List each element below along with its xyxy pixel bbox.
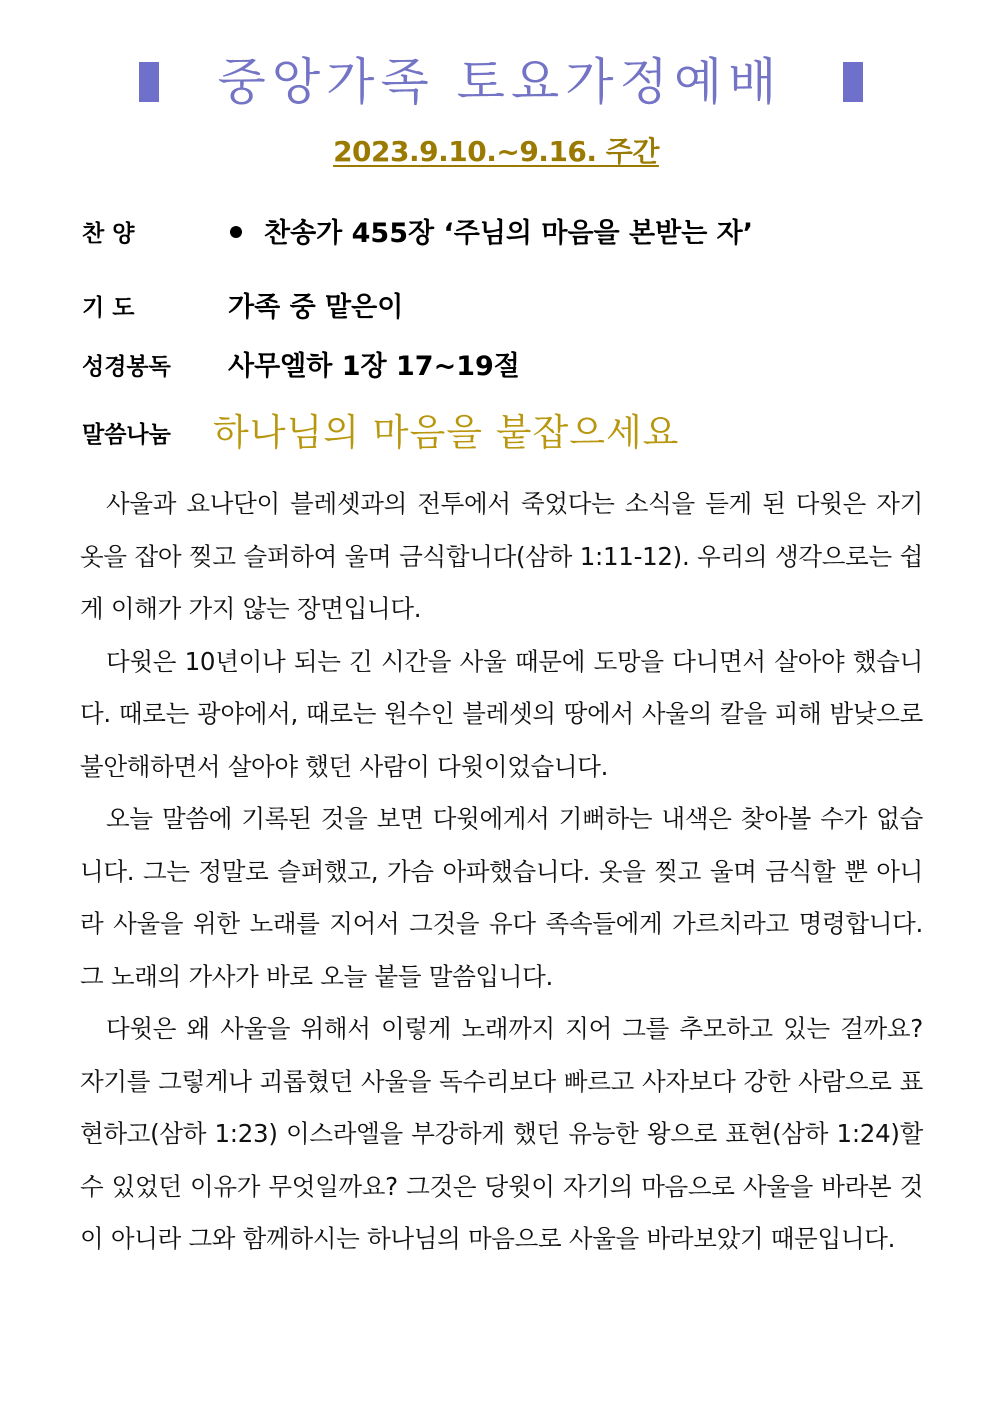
hymn-label: 찬 양 [82, 221, 135, 247]
page-title: 중앙가족 토요가정예배 [217, 53, 783, 111]
bullet-icon [230, 226, 242, 238]
paragraph: 오늘 말씀에 기록된 것을 보면 다윗에게서 기뻐하는 내색은 찾아볼 수가 없습니다. 그는 정말로 슬퍼했고, 가슴 아파했습니다. 옷을 찢고 울며 금식할 뿐 아니라 사울을 위한 노래를 지어서 그것을 유다 족속들에게 가르치라고 명령합니다. 그 노래의 가사가 바로 오늘 붙들 말씀입니다. [80, 804, 923, 991]
reading-label: 성경봉독 [82, 354, 171, 380]
hymn-row [230, 216, 753, 252]
prayer-label: 기 도 [82, 295, 135, 321]
paragraph: 다윗은 10년이나 되는 긴 시간을 사울 때문에 도망을 다니면서 살아야 했습니다. 때로는 광야에서, 때로는 원수인 블레셋의 땅에서 사울의 칼을 피해 밤낮으로 불안해하면서 살아야 했던 사람이 다윗이었습니다. [80, 646, 923, 781]
prayer-value: 가족 중 맡은이 [228, 292, 404, 323]
sermon-label: 말씀나눔 [82, 422, 171, 448]
hymn-value: 찬송가 455장 ‘주님의 마음을 본받는 자’ [264, 218, 754, 249]
title-row [0, 48, 992, 118]
paragraph: 다윗은 왜 사울을 위해서 이렇게 노래까지 지어 그를 추모하고 있는 걸까요? 자기를 그렇게나 괴롭혔던 사울을 독수리보다 빠르고 사자보다 강한 사람으로 표현하고(삼하 1:23) 이스라엘을 부강하게 했던 유능한 왕으로 표현(삼하 1:24)할 수 있었던 이유가 무엇일까요? 그것은 당윗이 자기의 마음으로 사울을 바라본 것이 아니라 그와 함께하시는 하나님의 마음으로 사울을 바라보았기 때문입니다. [80, 1014, 923, 1253]
week-subtitle [0, 132, 992, 172]
reading-value: 사무엘하 1장 17~19절 [228, 351, 520, 382]
sermon-body [80, 478, 923, 1266]
title-bar-left [139, 62, 159, 102]
paragraph: 사울과 요나단이 블레셋과의 전투에서 죽었다는 소식을 듣게 된 다윗은 자기 옷을 잡아 찢고 슬퍼하여 울며 금식합니다(삼하 1:11-12). 우리의 생각으로는 쉽게 이해가 가지 않는 장면입니다. [80, 489, 923, 623]
title-bar-right [843, 62, 863, 102]
sermon-title: 하나님의 마음을 붙잡으세요 [213, 411, 680, 454]
week-range: 2023.9.10.~9.16. 주간 [333, 135, 659, 168]
